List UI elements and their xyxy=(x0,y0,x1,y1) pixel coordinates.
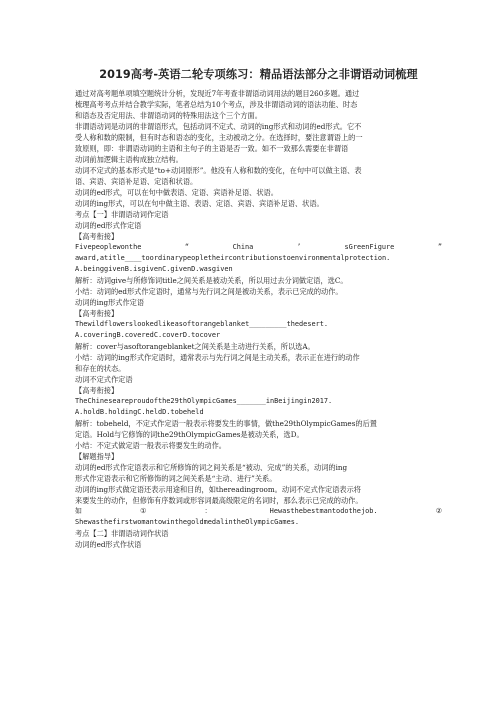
text-line: 动词前加逻辑主语构成独立结构。 xyxy=(75,155,183,164)
example-number: ② xyxy=(435,507,442,515)
subsection-heading: 动词的ing形式作定语 xyxy=(75,298,145,307)
text-line: 动词不定式的基本形式是“to+动词原形”。他没有人称和数的变化，在句中可以做主语、表 xyxy=(75,166,362,175)
subsection-heading: 动词的ed形式作状语 xyxy=(75,540,142,549)
text-line: 通过对高考题单项填空题统计分析，发现近7年考查非谓语动词用法的题目260多题。通过 xyxy=(75,89,360,98)
quote-mark: ’ xyxy=(296,243,301,251)
text-line: 语、宾语、宾语补足语、定语和状语。 xyxy=(75,177,198,186)
question-text: TheChinesearepr​oudofthe29thOlympicGames_______inBeijingin2017. xyxy=(75,397,333,405)
analysis-text: 解析：cover与asoftorangeblanket之间关系是主动进行关系，所以选A。 xyxy=(75,342,315,351)
analysis-text: 解析：tobeheld，不定式作定语一般表示将要发生的事情，做the29thOlympicGames的后置 xyxy=(75,419,377,428)
analysis-text: 定语。Hold与它修饰的词the29thOlympicGames是被动关系，选D。 xyxy=(75,430,304,439)
exam-link-label: 【高考衔接】 xyxy=(75,386,119,395)
answer-options: A.holdB.holdingC.heldD.tobeheld xyxy=(75,408,204,416)
quote-mark: “ xyxy=(184,243,190,251)
section-heading: 考点【一】非谓语动词作定语 xyxy=(75,210,169,219)
exam-link-label: 【高考衔接】 xyxy=(75,232,119,241)
text-line: 动词的ed形式，可以在句中做表语、定语、宾语补足语、状语。 xyxy=(75,188,278,197)
guide-text: 动词的ing形式做定语还表示用途和目的，如thereadingroom。动词不定式作定语表示将 xyxy=(75,485,361,494)
example-number: ① xyxy=(140,507,147,515)
exam-link-label: 【高考衔接】 xyxy=(75,309,119,318)
quote-mark: ” xyxy=(437,243,442,251)
analysis-text: 解析：动词give与所修饰词title之间关系是被动关系，所以用过去分词做定语，选C。 xyxy=(75,276,348,285)
text-line: 梳理高考考点并结合教学实际，笔者总结为10个考点，涉及非谓语动词的语法功能、时态 xyxy=(75,100,358,109)
guide-text: 形式作定语表示和它所修饰的词之间关系是“主动、进行”关系。 xyxy=(75,474,277,483)
guide-label: 【解题指导】 xyxy=(75,452,119,461)
example-row xyxy=(75,506,442,517)
question-fragment: China xyxy=(232,243,254,251)
answer-options: A.beinggivenB.isgivenC.givenD.wasgiven xyxy=(75,265,233,273)
text-line: 和语态及否定用法、非谓语动词的特殊用法这个三个方面。 xyxy=(75,111,262,120)
guide-text: 动词的ed形式作定语表示和它所修饰的词之间关系是“被动、完成”的关系，动词的ing xyxy=(75,463,348,472)
summary-text: 和存在的状态。 xyxy=(75,364,126,373)
answer-options: A.coveringB.coveredC.coverD.tocover xyxy=(75,331,221,339)
text-line: 动词的ing形式，可以在句中做主语、表语、定语、宾语、宾语补足语、状语。 xyxy=(75,199,324,208)
question-fragment: Fivepeoplewonthe xyxy=(75,243,142,251)
page-title: 2019高考-英语二轮专项练习：精品语法部分之非谓语动词梳理 xyxy=(99,68,418,81)
text-line: 致原则，即：非谓语动词的主语和主句子的主语是否一致。如不一致那么需要在非谓语 xyxy=(75,144,349,153)
question-row xyxy=(75,242,442,253)
question-fragment: sGreenFigure xyxy=(344,243,395,251)
text-line: 非谓语动词是动词的非谓语形式，包括动词不定式、动词的ing形式和动词的ed形式。它不 xyxy=(75,122,362,131)
summary-text: 小结：动词的ed形式作定语时，通常与先行词之间是被动关系，表示已完成的动作。 xyxy=(75,287,343,296)
example-fragment: 如 xyxy=(75,507,82,515)
summary-text: 小结：动词的ing形式作定语时，通常表示与先行词之间是主动关系，表示正在进行的动作 xyxy=(75,353,360,362)
section-heading: 考点【二】非谓语动词作状语 xyxy=(75,529,169,538)
summary-text: 小结：不定式做定语一般表示将要发生的动作。 xyxy=(75,441,226,450)
subsection-heading: 动词的ed形式作定语 xyxy=(75,221,142,230)
question-text: award,atitle____toordinarypeopletheircontributionstoenvironmentalprotection. xyxy=(75,254,391,262)
text-line: 受人称和数的限制，但有时态和语态的变化，主动被动之分。在选择时，要注意谓语上的一 xyxy=(75,133,363,142)
guide-text: 来要发生的动作，但修饰有序数词或形容词最高级限定的名词时，那么表示已完成的动作。 xyxy=(75,496,363,505)
question-text: Thewildflowerslookedlikeasoftorangeblanket_________thedesert. xyxy=(75,320,329,328)
example-sentence: Shewasthefirstwomantowinthegoldmedalinthe​OlympicGames. xyxy=(75,518,300,526)
example-sentence: Hewastheb​estmantodothejob. xyxy=(269,507,378,515)
subsection-heading: 动词不定式作定语 xyxy=(75,375,133,384)
example-fragment: ： xyxy=(204,507,212,515)
